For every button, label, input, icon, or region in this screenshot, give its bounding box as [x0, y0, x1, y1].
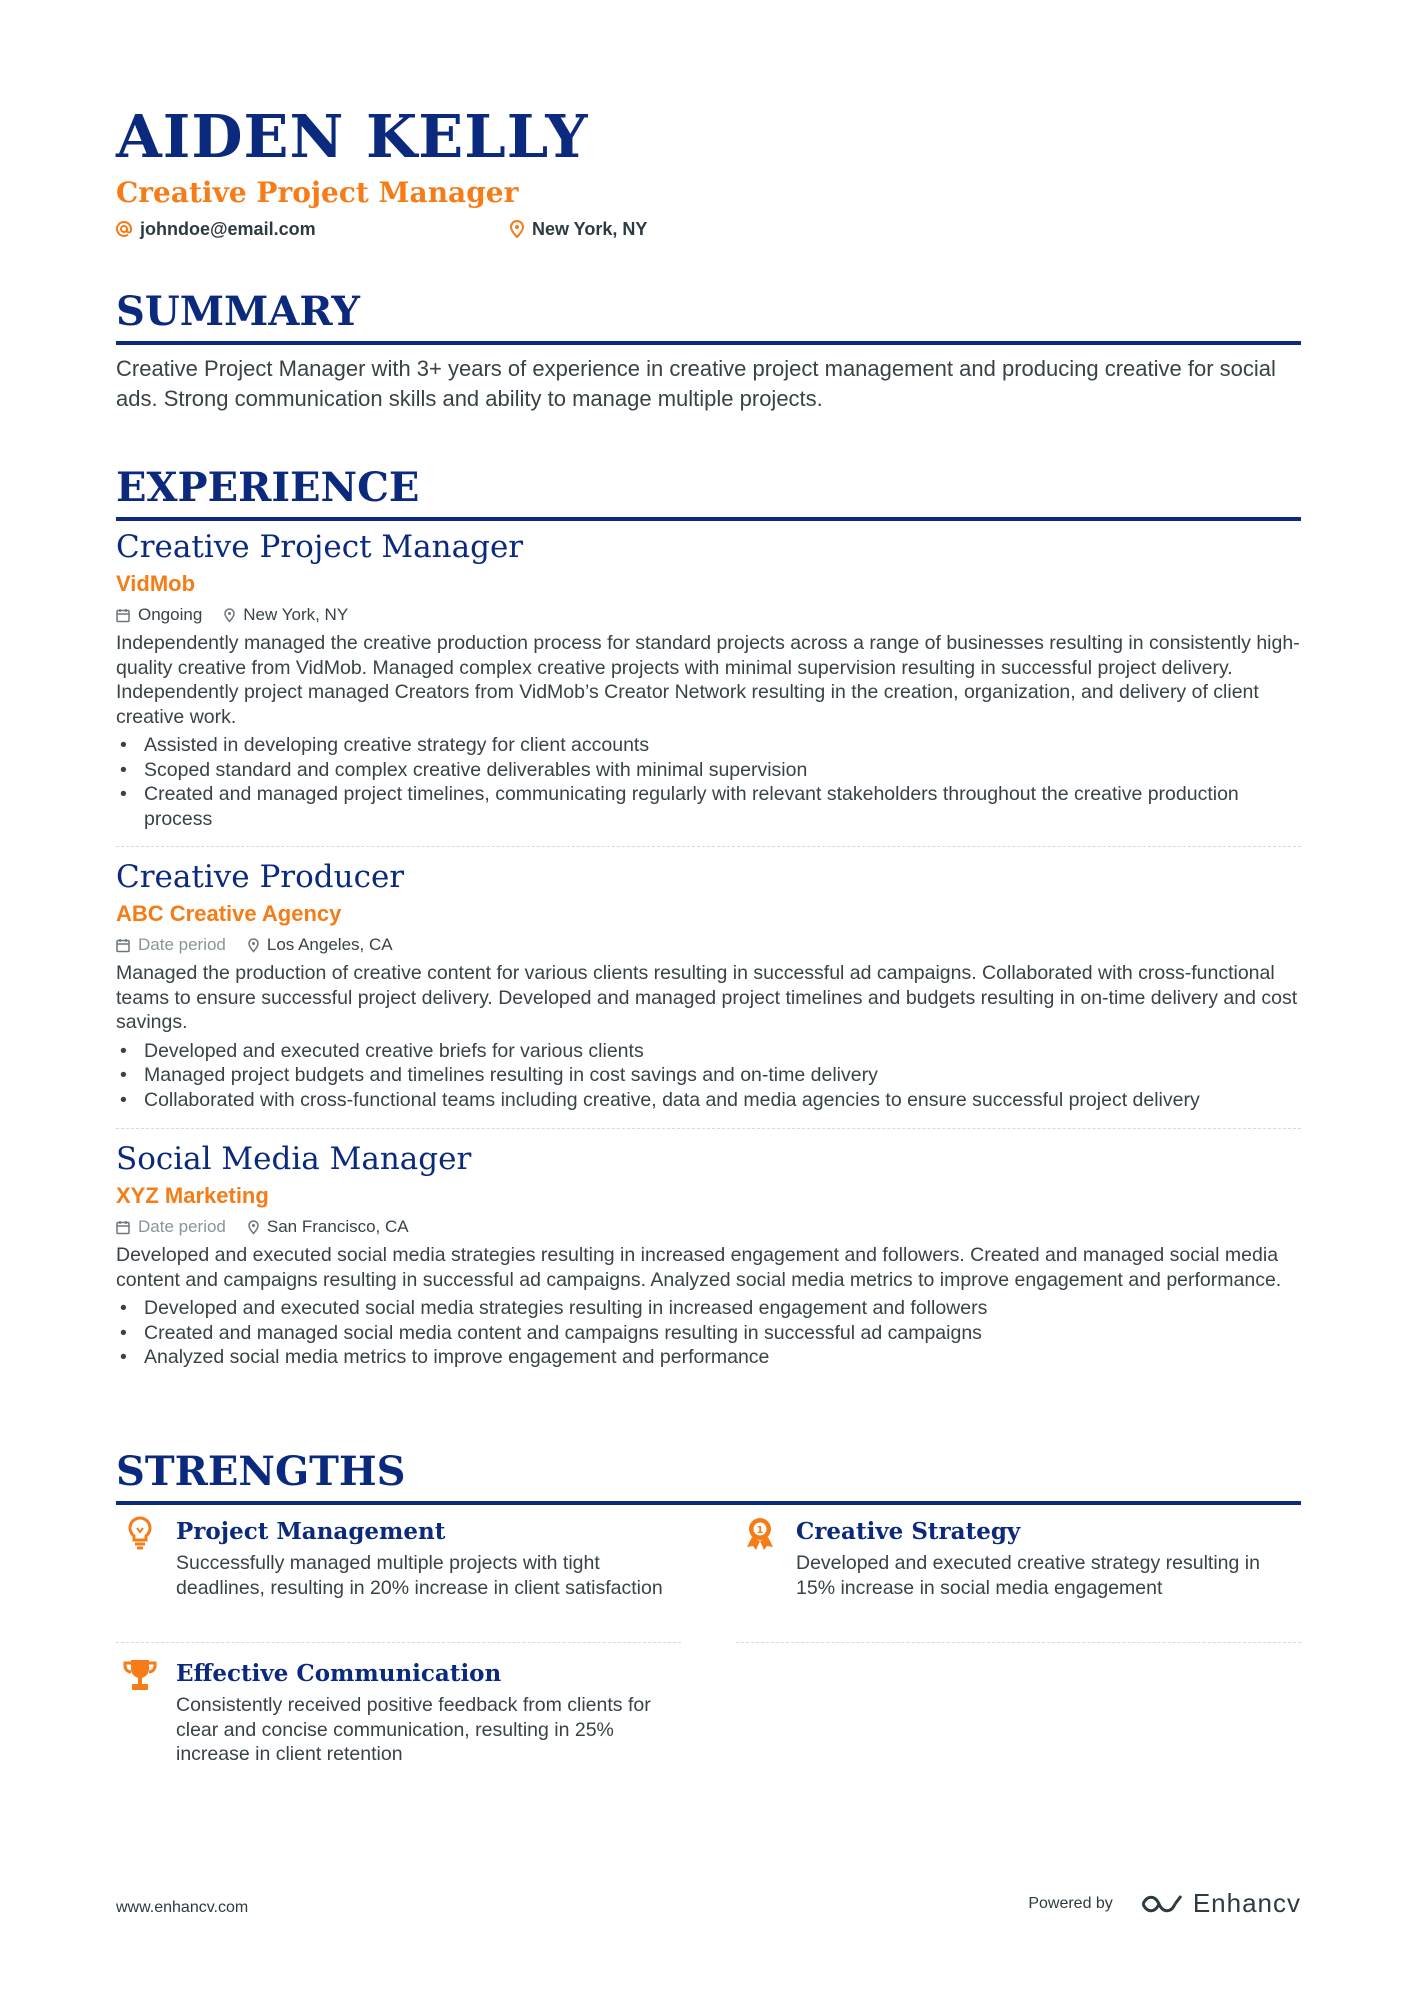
strength-title: Project Management [176, 1518, 446, 1545]
divider [736, 1642, 1301, 1643]
job-location [224, 601, 348, 629]
job-company: ABC Creative Agency [116, 901, 342, 926]
map-pin-icon [510, 220, 524, 238]
map-pin-icon [224, 608, 235, 623]
strength-title: Effective Communication [176, 1660, 502, 1687]
map-pin-icon [248, 938, 259, 953]
footer-website[interactable]: www.enhancv.com [116, 1899, 249, 1916]
resume-page [116, 0, 1301, 1995]
contact-email[interactable] [116, 216, 316, 242]
email-text: johndoe@email.com [140, 218, 316, 239]
list-item: • Developed and executed social media strategies resulting in increased engagement and followers [116, 1296, 1301, 1321]
job-date [116, 931, 226, 959]
trophy-icon [122, 1657, 158, 1693]
brand-name: Enhancv [1192, 1888, 1301, 1918]
job-bullets [116, 1296, 1301, 1370]
strength-description: Successfully managed multiple projects with tight deadlines, resulting in 20% increase in client satisfaction [176, 1552, 663, 1599]
job-location [248, 1213, 409, 1241]
award-icon [742, 1515, 778, 1551]
job-description: Independently managed the creative production process for standard projects across a range of businesses resulting in consistently high-quality creative from VidMob. Managed complex creative projects with minimal supervision resulting in successful project delivery. Independently project managed Creators from VidMob’s Creator Network resulting in the creation, organization, and delivery of client creative work. [116, 632, 1300, 728]
job-date-text: Date period [138, 1217, 226, 1236]
list-item: • Collaborated with cross-functional teams including creative, data and media agencies to ensure successful project delivery [116, 1088, 1301, 1113]
job-date-text: Ongoing [138, 605, 203, 624]
summary-text: Creative Project Manager with 3+ years of experience in creative project management and producing creative for social ads. Strong communication skills and ability to manage multiple projects. [116, 356, 1276, 411]
list-item: • Created and managed social media content and campaigns resulting in successful ad campaigns [116, 1321, 1301, 1346]
job-title: Creative Producer [116, 859, 405, 895]
list-item: • Analyzed social media metrics to improve engagement and performance [116, 1345, 1301, 1370]
job-entry-3 [116, 1139, 1301, 1370]
experience-heading: EXPERIENCE [116, 463, 1301, 521]
divider [116, 1642, 681, 1643]
divider [116, 846, 1301, 847]
job-date-text: Date period [138, 935, 226, 954]
list-item: • Created and managed project timelines, communicating regularly with relevant stakeholders throughout the creative production process [116, 782, 1301, 831]
job-title: Creative Project Manager [116, 529, 524, 565]
candidate-title: Creative Project Manager [116, 176, 519, 209]
job-title: Social Media Manager [116, 1141, 472, 1177]
calendar-icon [116, 1220, 130, 1235]
svg-text:1: 1 [756, 1525, 764, 1536]
strength-description: Consistently received positive feedback from clients for clear and concise communication, resulting in 25% increase in client retention [176, 1694, 651, 1765]
calendar-icon [116, 938, 130, 953]
map-pin-icon [248, 1220, 259, 1235]
contact-location [510, 216, 647, 242]
list-item: • Managed project budgets and timelines resulting in cost savings and on-time delivery [116, 1063, 1301, 1088]
list-item: • Assisted in developing creative strategy for client accounts [116, 733, 1301, 758]
at-icon [116, 221, 132, 237]
strength-description: Developed and executed creative strategy resulting in 15% increase in social media engagement [796, 1552, 1260, 1599]
job-entry-1 [116, 527, 1301, 831]
job-meta [116, 931, 1301, 959]
job-location [248, 931, 393, 959]
lightbulb-icon [122, 1515, 158, 1551]
calendar-icon [116, 608, 130, 623]
summary-heading: SUMMARY [116, 287, 1301, 345]
powered-by-label: Powered by [1028, 1894, 1113, 1912]
job-bullets [116, 1039, 1301, 1113]
job-entry-2 [116, 857, 1301, 1112]
job-meta [116, 601, 1301, 629]
job-description: Managed the production of creative content for various clients resulting in successful ad campaigns. Collaborated with cross-functional teams to ensure successful project delivery. Developed and managed project timelines and budgets resulting in on-time delivery and cost savings. [116, 962, 1298, 1033]
job-meta [116, 1213, 1301, 1241]
job-date [116, 601, 202, 629]
job-company: VidMob [116, 571, 196, 596]
strengths-heading: STRENGTHS [116, 1447, 1301, 1505]
location-text: New York, NY [532, 218, 648, 239]
job-location-text: San Francisco, CA [266, 1217, 409, 1236]
job-location-text: Los Angeles, CA [266, 935, 393, 954]
candidate-name: AIDEN KELLY [116, 102, 589, 171]
list-item: • Developed and executed creative briefs for various clients [116, 1039, 1301, 1064]
divider [116, 1128, 1301, 1129]
job-description: Developed and executed social media strategies resulting in increased engagement and followers. Created and managed social media content and campaigns resulting in successful ad campaigns. Analyzed social media metrics to improve engagement and performance. [116, 1244, 1282, 1291]
enhancv-logo-icon [1139, 1891, 1185, 1917]
job-bullets [116, 733, 1301, 831]
strength-title: Creative Strategy [796, 1518, 1021, 1545]
job-location-text: New York, NY [243, 605, 349, 624]
job-date [116, 1213, 226, 1241]
footer-brand[interactable] [1028, 1888, 1301, 1919]
list-item: • Scoped standard and complex creative deliverables with minimal supervision [116, 758, 1301, 783]
job-company: XYZ Marketing [116, 1183, 269, 1208]
